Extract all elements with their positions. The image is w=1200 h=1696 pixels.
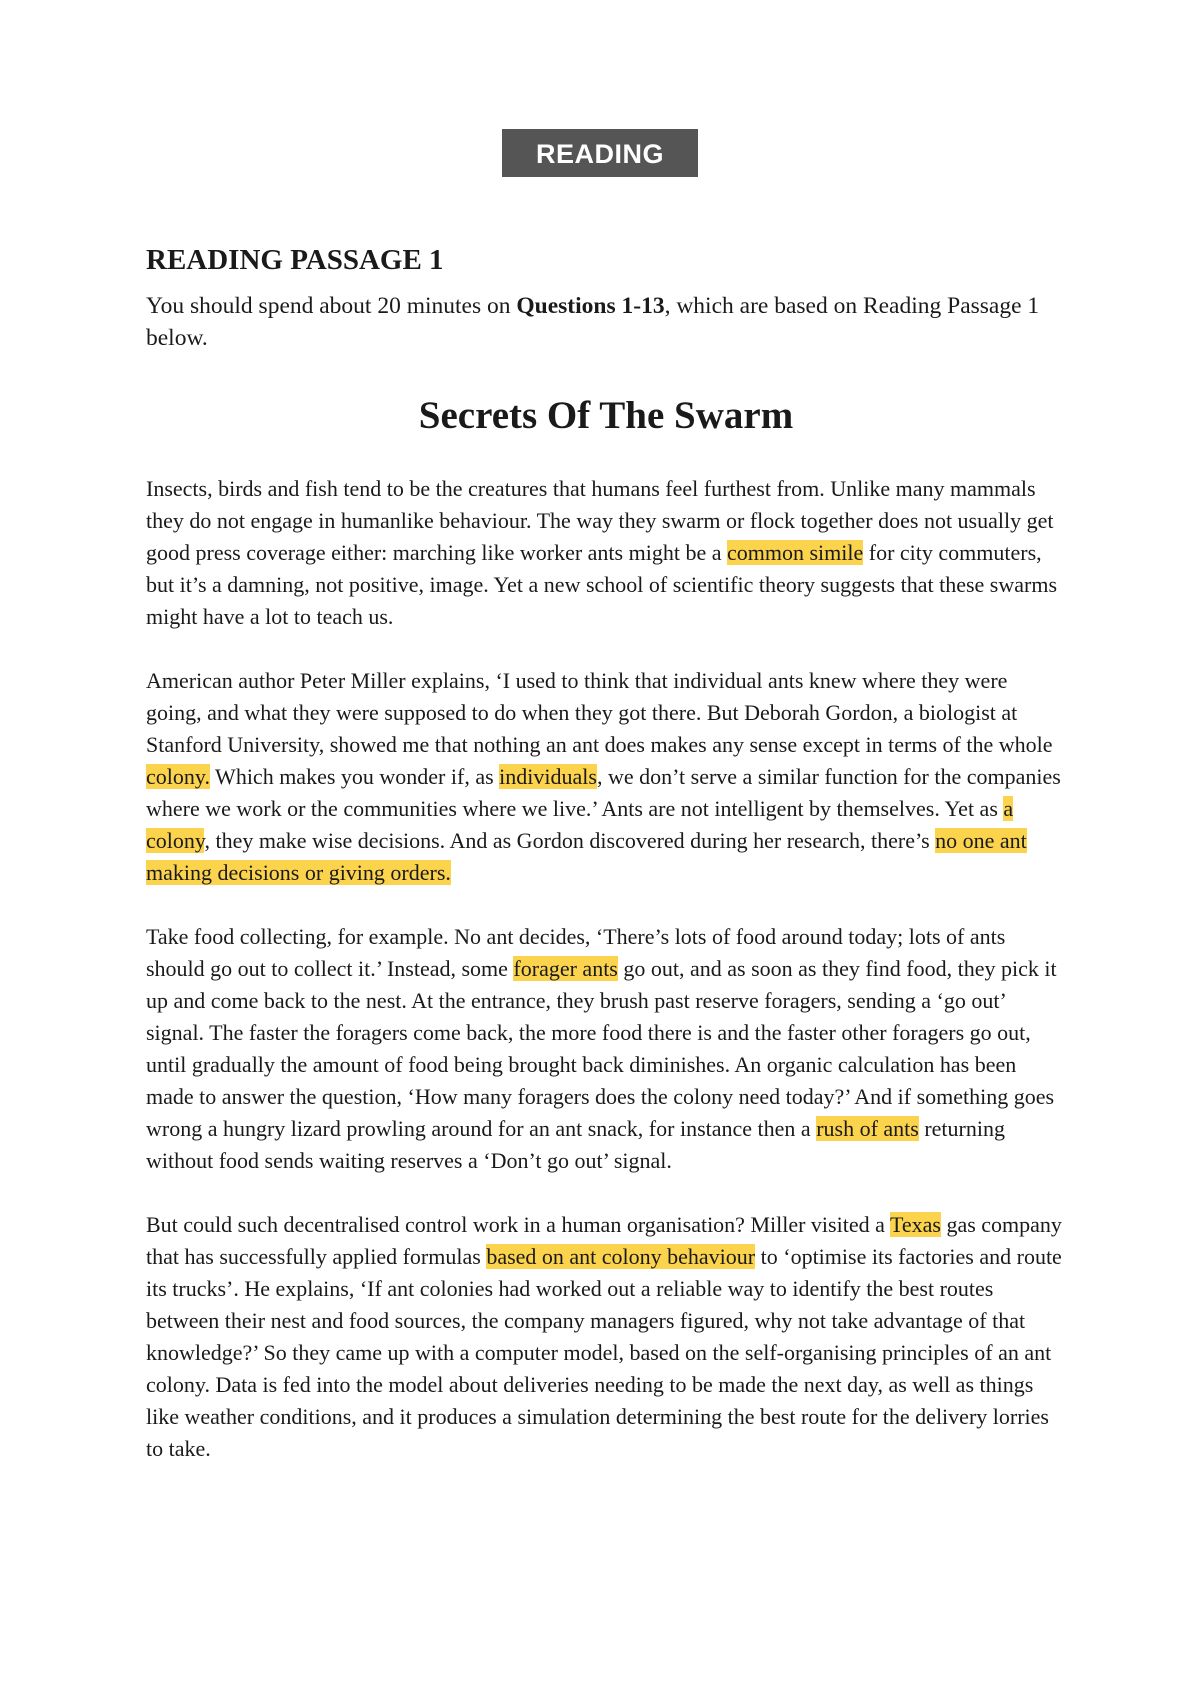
highlighted-text: no one ant making decisions or giving orders. [146, 828, 1027, 885]
paragraph-text: gas company that has successfully applied formulas [146, 1212, 1062, 1269]
highlighted-text: based on ant colony behaviour [486, 1244, 756, 1269]
highlighted-text: forager ants [513, 956, 618, 981]
article-title: Secrets Of The Swarm [418, 394, 794, 437]
highlighted-text: Texas [889, 1212, 941, 1237]
highlighted-text: individuals [499, 764, 597, 789]
passage-content [146, 240, 1066, 1465]
article-paragraph [146, 921, 1066, 1177]
passage-instructions [146, 290, 1066, 354]
passage-heading: READING PASSAGE 1 [146, 244, 444, 276]
paragraph-text: But could such decentralised control work in a human organisation? Miller visited a [146, 1212, 890, 1237]
instructions-prefix: You should spend about 20 minutes on [146, 293, 517, 319]
paragraph-text: Take food collecting, for example. No ant decides, ‘There’s lots of food around today; lots of ants should go out to collect it.’ Instead, some [146, 924, 1006, 981]
article-paragraph [146, 1209, 1066, 1465]
article-paragraph [146, 473, 1066, 633]
paragraph-text: returning without food sends waiting reserves a ‘Don’t go out’ signal. [146, 1116, 1005, 1173]
paragraph-text: American author Peter Miller explains, ‘I used to think that individual ants knew where they were going, and what they were supposed to do when they got there. But Deborah Gordon, a biologist at Stanford University, showed me that nothing an ant does makes any sense except in terms of the whole [146, 668, 1053, 757]
highlighted-text: common simile [726, 540, 864, 565]
paragraph-text: , we don’t serve a similar function for the companies where we work or the communities where we live.’ Ants are not intelligent by themselves. Yet as [146, 764, 1061, 821]
paragraph-text: to ‘optimise its factories and route its trucks’. He explains, ‘If ant colonies had worked out a reliable way to identify the best routes between their nest and food sources, the company managers figured, why not take advantage of that knowledge?’ So they came up with a computer model, based on the self-organising principles of an ant colony. Data is fed into the model about deliveries needing to be made the next day, as well as things like weather conditions, and it produces a simulation determining the best route for the delivery lorries to take. [146, 1244, 1062, 1461]
highlighted-text: a colony [146, 796, 1014, 853]
banner-container [0, 129, 1200, 177]
reading-banner: READING [502, 129, 698, 177]
paragraph-text: for city commuters, but it’s a damning, not positive, image. Yet a new school of scientific theory suggests that these swarms might have a lot to teach us. [146, 540, 1058, 629]
article-paragraph [146, 665, 1066, 889]
paragraph-text: go out, and as soon as they find food, they pick it up and come back to the nest. At the entrance, they brush past reserve foragers, sending a ‘go out’ signal. The faster the foragers come back, the more food there is and the faster other foragers go out, until gradually the amount of food being brought back diminishes. An organic calculation has been made to answer the question, ‘How many foragers does the colony need today?’ And if something goes wrong a hungry lizard prowling around for an ant snack, for instance then a [146, 956, 1057, 1141]
paragraph-text: Insects, birds and fish tend to be the creatures that humans feel furthest from. Unlike many mammals they do not engage in humanlike behaviour. The way they swarm or flock together does not usually get good press coverage either: marching like worker ants might be a [146, 476, 1054, 565]
instructions-suffix: , which are based on Reading Passage 1 below. [146, 293, 1040, 351]
paragraph-text: , they make wise decisions. And as Gordon discovered during her research, there’s [204, 828, 936, 853]
paragraph-text: Which makes you wonder if, as [209, 764, 500, 789]
highlighted-text: colony. [146, 764, 210, 789]
article-body [146, 473, 1066, 1465]
highlighted-text: rush of ants [816, 1116, 919, 1141]
instructions-questions-range: Questions 1-13 [516, 293, 665, 319]
